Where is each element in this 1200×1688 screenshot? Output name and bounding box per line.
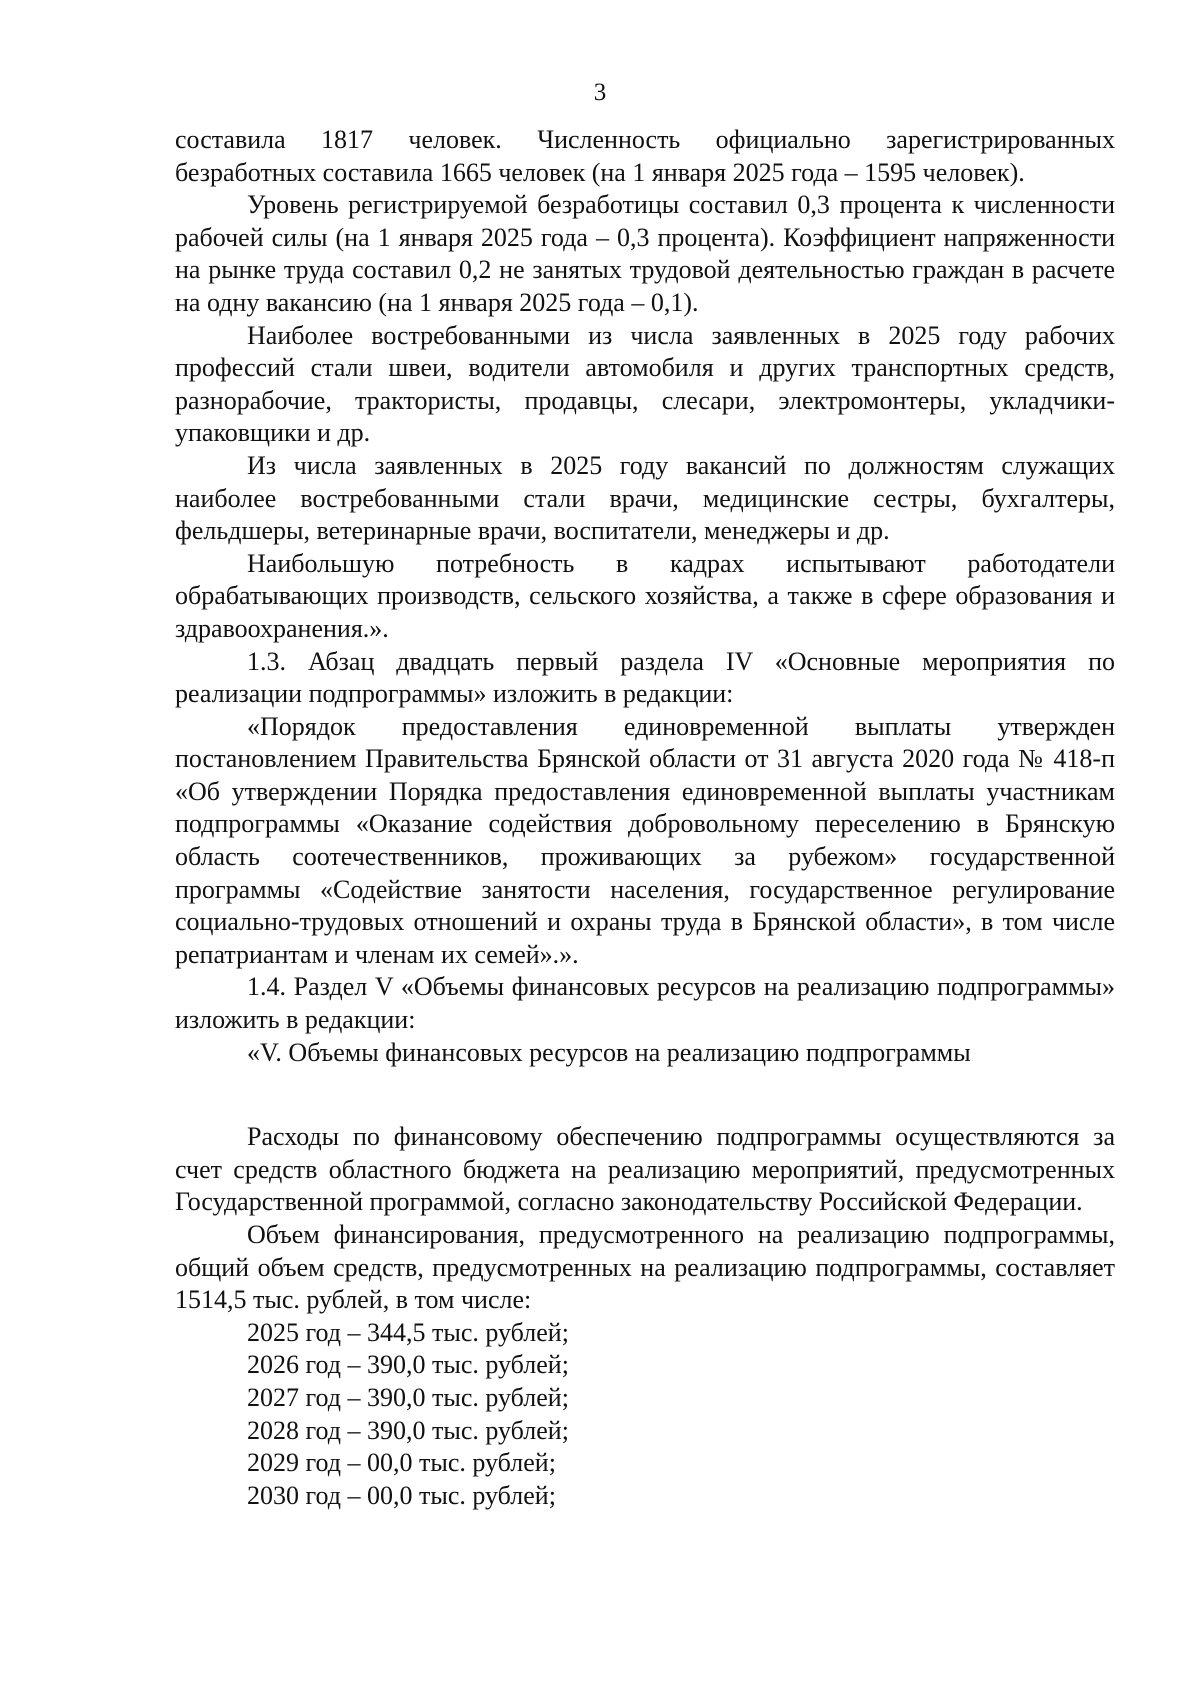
paragraph: Наиболее востребованными из числа заявленных в 2025 году рабочих профессий стали швеи, водители автомобиля и других транспортных средств, разнорабочие, трактористы, продавцы, слесари, электромонтеры, укладчики-упаковщики и др. [175,320,1115,448]
list-item: 2026 год – 390,0 тыс. рублей; [247,1350,569,1380]
paragraph: 1.3. Абзац двадцать первый раздела IV «Основные мероприятия по реализации подпрограммы» изложить в редакции: [175,646,1115,709]
paragraph: Наибольшую потребность в кадрах испытывают работодатели обрабатывающих производств, сельского хозяйства, а также в сфере образования и здравоохранения.». [175,548,1115,643]
paragraph: 1.4. Раздел V «Объемы финансовых ресурсов на реализацию подпрограммы» изложить в редакции: [175,972,1115,1035]
page-number: 3 [593,79,607,106]
paragraph: Объем финансирования, предусмотренного на реализацию подпрограммы, общий объем средств, предусмотренных на реализацию подпрограммы, составляет 1514,5 тыс. рублей, в том числе: [175,1220,1115,1315]
paragraph: Из числа заявленных в 2025 году вакансий по должностям служащих наиболее востребованными стали врачи, медицинские сестры, бухгалтеры, фельдшеры, ветеринарные врачи, воспитатели, менеджеры и др. [175,450,1115,546]
document-body [175,124,1115,1512]
list-item: 2030 год – 00,0 тыс. рублей; [247,1480,556,1510]
paragraph: Расходы по финансовому обеспечению подпрограммы осуществляются за счет средств областного бюджета на реализацию мероприятий, предусмотренных Государственной программой, согласно законодательству Российской Федерации. [175,1122,1115,1217]
blank-line [175,1069,1115,1121]
list-item: 2025 год – 344,5 тыс. рублей; [247,1317,569,1347]
paragraph: «Порядок предоставления единовременной выплаты утвержден постановлением Правительства Брянской области от 31 августа 2020 года № 418-п «Об утверждении Порядка предоставления единовременной выплаты участникам подпрограммы «Оказание содействия добровольному переселению в Брянскую область соотечественников, проживающих за рубежом» государственной программы «Содействие занятости населения, государственное регулирование социально-трудовых отношений и охраны труда в Брянской области», в том числе репатриантам и членам их семей».». [175,711,1115,969]
list-item: 2028 год – 390,0 тыс. рублей; [247,1415,569,1445]
section-heading: «V. Объемы финансовых ресурсов на реализацию подпрограммы [247,1037,971,1067]
list-item: 2027 год – 390,0 тыс. рублей; [247,1382,569,1412]
paragraph: составила 1817 человек. Численность официально зарегистрированных безработных составила 1665 человек (на 1 января 2025 года – 1595 человек). [175,125,1115,187]
list-item: 2029 год – 00,0 тыс. рублей; [247,1448,556,1478]
paragraph: Уровень регистрируемой безработицы составил 0,3 процента к численности рабочей силы (на 1 января 2025 года – 0,3 процента). Коэффициент напряженности на рынке труда составил 0,2 не занятых трудовой деятельностью граждан в расчете на одну вакансию (на 1 января 2025 года – 0,1). [175,190,1115,317]
funding-by-year-list [175,1317,1115,1513]
